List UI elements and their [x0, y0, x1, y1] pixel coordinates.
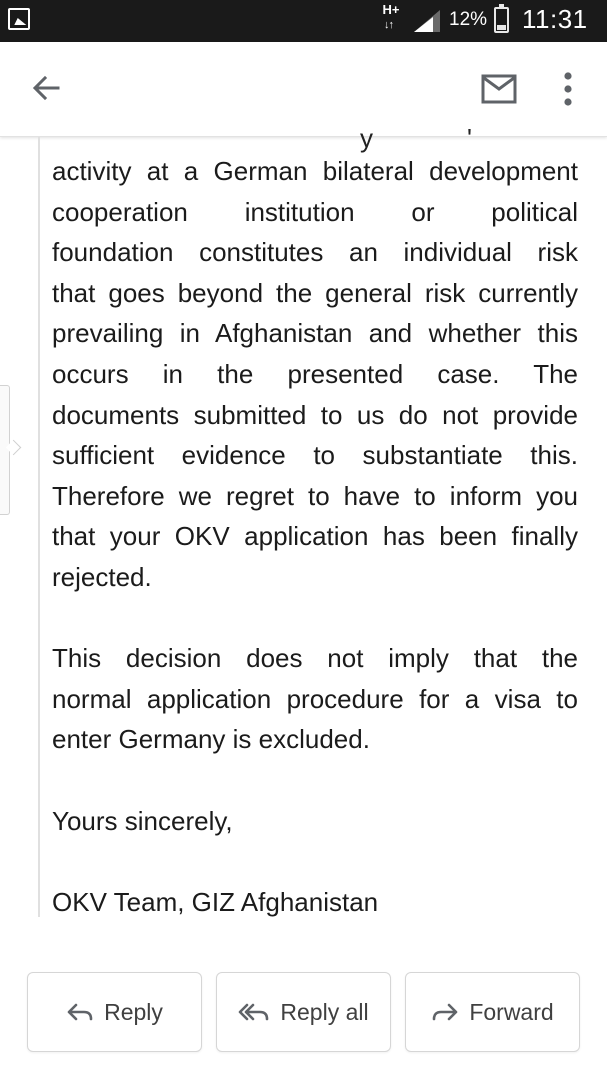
reply-all-button[interactable] [216, 972, 391, 1052]
more-vertical-icon[interactable] [553, 70, 583, 108]
reply-icon [66, 1002, 94, 1022]
message-line: normal application procedure for a visa to [52, 683, 578, 714]
reply-button[interactable] [27, 972, 202, 1052]
message-line: This decision does not imply that the [52, 643, 578, 674]
forward-label: Forward [469, 998, 554, 1025]
message-line: Therefore we regret to have to inform you [52, 480, 578, 511]
reply-all-label: Reply all [280, 998, 369, 1025]
envelope-icon[interactable] [481, 74, 517, 104]
forward-icon [431, 1002, 459, 1022]
message-paragraph-2 [52, 638, 578, 760]
message-line: occurs in the presented case. The [52, 358, 578, 389]
status-bar [0, 0, 607, 42]
message-text [52, 151, 578, 922]
clipped-text-line: y ' [360, 123, 472, 153]
forward-button[interactable] [405, 972, 580, 1052]
message-closing: Yours sincerely, [52, 805, 233, 836]
message-line: foundation constitutes an individual risk [52, 237, 578, 268]
message-line: activity at a German bilateral development [52, 156, 578, 186]
message-line: sufficient evidence to substantiate this. [52, 440, 578, 471]
network-activity-icon: ↓↑ [384, 19, 393, 31]
battery-icon [494, 7, 509, 33]
message-line: prevailing in Afghanistan and whether this [52, 318, 578, 349]
reply-all-icon [238, 1002, 270, 1022]
status-clock: 11:31 [522, 4, 588, 34]
message-line: that your OKV application has been finally [52, 521, 578, 552]
message-paragraph-1 [52, 151, 578, 598]
message-signature: OKV Team, GIZ Afghanistan [52, 886, 379, 917]
message-line: documents submitted to us do not provide [52, 399, 578, 430]
charging-bolt-icon: ⚡ [496, 12, 507, 27]
action-bar [0, 972, 607, 1054]
network-type: H+ [382, 2, 400, 17]
signal-strength-icon [414, 10, 440, 32]
app-bar [0, 42, 607, 137]
reply-label: Reply [104, 998, 163, 1025]
arrow-left-icon[interactable] [28, 70, 64, 106]
gallery-notification-icon [8, 8, 30, 30]
message-line: rejected. [52, 561, 152, 592]
side-panel-handle[interactable] [0, 385, 10, 515]
message-body [38, 123, 592, 917]
message-line: that goes beyond the general risk currently [52, 277, 578, 308]
message-line: cooperation institution or political [52, 196, 578, 227]
message-line: enter Germany is excluded. [52, 724, 370, 755]
battery-percent: 12% [449, 9, 488, 30]
